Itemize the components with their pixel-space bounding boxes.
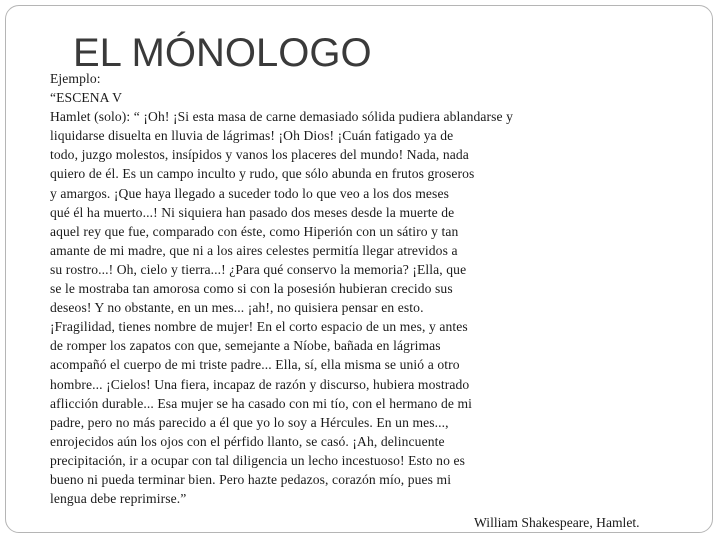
text-line: lengua debe reprimirse.” xyxy=(50,491,187,507)
text-line: bueno ni pueda terminar bien. Pero hazte pedazos, corazón mío, pues mi xyxy=(50,471,452,487)
text-line: liquidarse disuelta en lluvia de lágrimas! ¡Oh Dios! ¡Cuán fatigado ya de xyxy=(50,128,454,144)
text-line: Ejemplo: xyxy=(50,71,101,86)
text-line: deseos! Y no obstante, en un mes... ¡ah!, no quisiera pensar en esto. xyxy=(50,300,424,316)
attribution: William Shakespeare, Hamlet. xyxy=(474,515,640,530)
monologue-text xyxy=(50,69,690,508)
text-line: amante de mi madre, que ni a los aires celestes permitía llegar atrevidos a xyxy=(50,242,458,258)
text-line: ¡Fragilidad, tienes nombre de mujer! En el corto espacio de un mes, y antes xyxy=(50,319,468,335)
text-line: precipitación, ir a ocupar con tal diligencia un lecho incestuoso! Esto no es xyxy=(50,452,466,468)
text-line: padre, pero no más parecido a él que yo lo soy a Hércules. En un mes..., xyxy=(50,414,449,430)
text-line: “ESCENA V xyxy=(50,90,123,106)
slide-title: EL MÓNOLOGO xyxy=(73,31,372,75)
text-line: acompañó el cuerpo de mi triste padre... Ella, sí, ella misma se unió a otro xyxy=(50,357,460,373)
text-line: hombre... ¡Cielos! Una fiera, incapaz de razón y discurso, hubiera mostrado xyxy=(50,376,470,392)
text-line: de romper los zapatos con que, semejante a Níobe, bañada en lágrimas xyxy=(50,338,441,354)
text-line: y amargos. ¡Que haya llegado a suceder todo lo que veo a los dos meses xyxy=(50,185,449,201)
text-line: aquel rey que fue, comparado con éste, como Hiperión con un sátiro y tan xyxy=(50,223,459,239)
text-line: Hamlet (solo): “ ¡Oh! ¡Si esta masa de carne demasiado sólida pudiera ablandarse y xyxy=(50,109,514,125)
text-line: todo, juzgo molestos, insípidos y vanos los placeres del mundo! Nada, nada xyxy=(50,147,469,163)
text-line: su rostro...! Oh, cielo y tierra...! ¿Para qué conservo la memoria? ¡Ella, que xyxy=(50,261,467,277)
text-line: se le mostraba tan amorosa como si con la posesión hubieran crecido sus xyxy=(50,281,453,297)
text-line: aflicción durable... Esa mujer se ha casado con mi tío, con el hermano de mi xyxy=(50,395,473,411)
text-line: enrojecidos aún los ojos con el pérfido llanto, se casó. ¡Ah, delincuente xyxy=(50,433,445,449)
text-line: qué él ha muerto...! Ni siquiera han pasado dos meses desde la muerte de xyxy=(50,204,455,220)
text-line: quiero de él. Es un campo inculto y rudo, que sólo abunda en frutos groseros xyxy=(50,166,475,182)
